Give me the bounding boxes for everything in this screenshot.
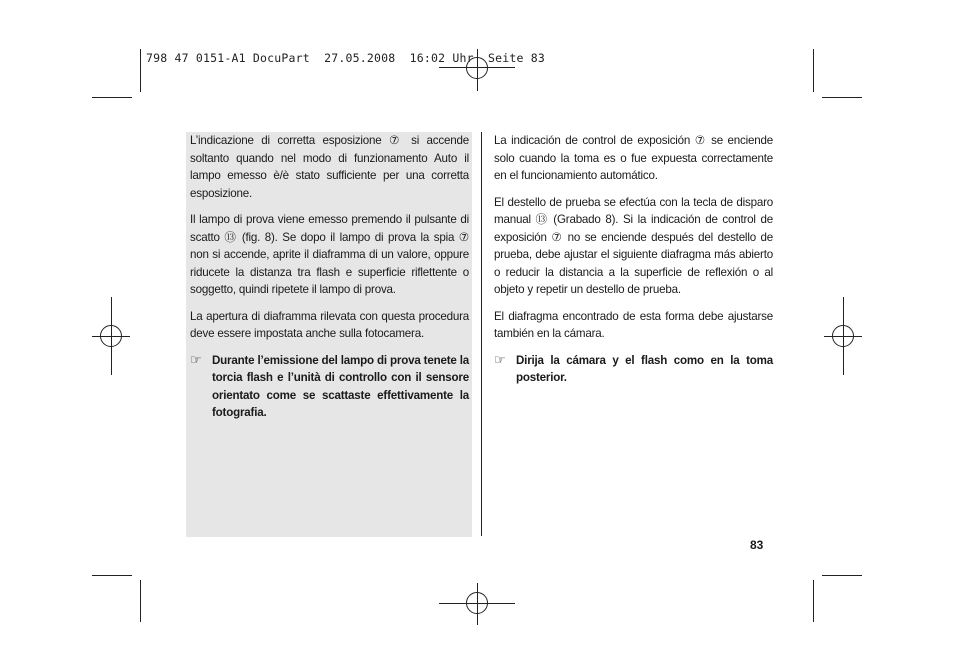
slug-doc-id: 798 47 0151-A1 DocuPart (146, 51, 310, 65)
slug-date: 27.05.2008 (324, 51, 396, 65)
spanish-paragraph-1: La indicación de control de exposición ⑦ se enciende solo cuando la toma es o fue expuesta correctamente en el funcionamiento automático. (494, 134, 773, 182)
spanish-note-text: Dirija la cámara y el flash como en la toma posterior. (516, 353, 773, 384)
pointing-hand-icon: ☞ (494, 352, 506, 368)
crop-mark-tr-h (822, 97, 862, 98)
crop-mark-tr-v (813, 49, 814, 92)
pointing-hand-icon: ☞ (190, 352, 202, 368)
spanish-paragraph-2: El destello de prueba se efectúa con la tecla de disparo manual ⑬ (Grabado 8). Si la indicación de control de exposición ⑦ no se enciende después del destello de prueba, debe ajustar el siguiente diafragma más abierto o reducir la distancia a la superficie de reflexión o al objeto y repetir un destello de prueba. (494, 195, 773, 296)
italian-paragraph-2: Il lampo di prova viene emesso premendo il pulsante di scatto ⑬ (fig. 8). Se dopo il lampo di prova la spia ⑦ non si accende, aprite il diaframma di un valore, oppure riducete la distanza tra flash e superficie riflettente o soggetto, quindi ripetete il lampo di prova. (190, 213, 469, 296)
italian-note-text: Durante l’emissione del lampo di prova tenete la torcia flash e l’unità di controllo con il sensore orientato come se scattaste effettivamente la fotografia. (212, 353, 469, 419)
crop-mark-bl-v (140, 580, 141, 622)
italian-paragraph-3: La apertura di diaframma rilevata con questa procedura deve essere impostata anche sulla fotocamera. (190, 309, 469, 340)
italian-paragraph-1: L’indicazione di corretta esposizione ⑦ si accende soltanto quando nel modo di funzionamento Auto il lampo emesso è/è stato sufficiente per una corretta esposizione. (190, 134, 469, 200)
page-number: 83 (750, 538, 764, 552)
slug-time: 16:02 Uhr (409, 51, 474, 65)
crop-mark-tl-h (92, 97, 132, 98)
spanish-note (494, 352, 773, 387)
slug-seite-label: Seite (487, 51, 524, 65)
crop-mark-br-v (813, 580, 814, 622)
spanish-paragraph-3: El diafragma encontrado de esta forma debe ajustarse también en la cámara. (494, 309, 773, 340)
crop-mark-br-h (822, 575, 862, 576)
italian-note (190, 352, 469, 422)
italian-column (190, 132, 469, 422)
spanish-column (494, 132, 773, 387)
slug-page: 83 (530, 51, 545, 65)
crop-mark-bl-h (92, 575, 132, 576)
column-divider (481, 132, 482, 536)
crop-mark-tl-v (140, 49, 141, 92)
